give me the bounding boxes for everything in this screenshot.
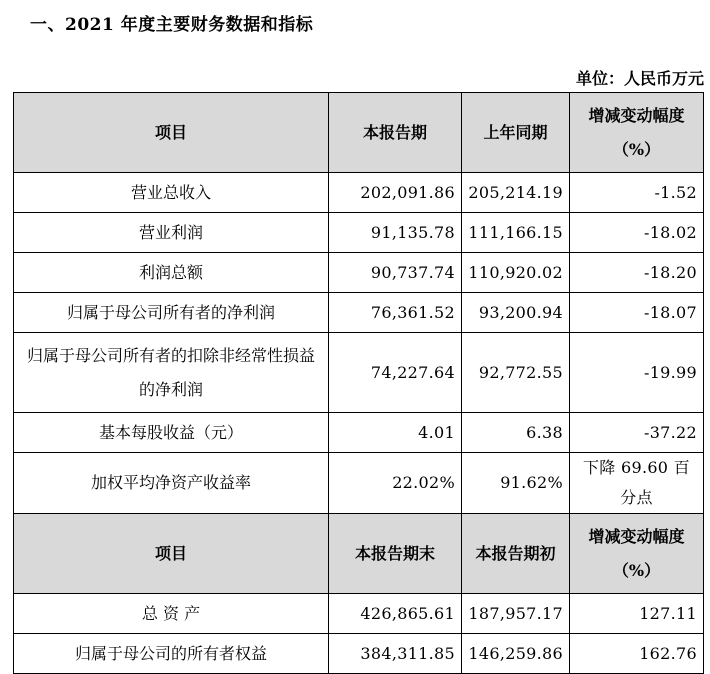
period-start-value: 146,259.86 xyxy=(462,634,570,674)
row-label: 营业总收入 xyxy=(14,173,329,213)
prior-value: 91.62% xyxy=(462,453,570,514)
header-item: 项目 xyxy=(14,514,329,594)
row-label: 归属于母公司所有者的扣除非经常性损益的净利润 xyxy=(14,333,329,413)
row-label: 总 资 产 xyxy=(14,594,329,634)
table-row xyxy=(14,634,704,674)
row-label: 归属于母公司的所有者权益 xyxy=(14,634,329,674)
header-period-start: 本报告期初 xyxy=(462,514,570,594)
current-value: 4.01 xyxy=(329,413,462,453)
header-current-period: 本报告期 xyxy=(329,93,462,173)
change-value: -18.02 xyxy=(570,213,704,253)
header-period-end: 本报告期末 xyxy=(329,514,462,594)
current-value: 76,361.52 xyxy=(329,293,462,333)
change-value: 127.11 xyxy=(570,594,704,634)
table-row xyxy=(14,333,704,413)
table-row xyxy=(14,594,704,634)
table1-header-row xyxy=(14,93,704,173)
change-value: -18.07 xyxy=(570,293,704,333)
prior-value: 92,772.55 xyxy=(462,333,570,413)
row-label: 利润总额 xyxy=(14,253,329,293)
row-label: 归属于母公司所有者的净利润 xyxy=(14,293,329,333)
current-value: 74,227.64 xyxy=(329,333,462,413)
section-title: 一、2021 年度主要财务数据和指标 xyxy=(30,15,314,35)
prior-value: 111,166.15 xyxy=(462,213,570,253)
row-label: 营业利润 xyxy=(14,213,329,253)
table-row xyxy=(14,413,704,453)
header-change-pct: 增减变动幅度（%） xyxy=(570,93,704,173)
period-end-value: 384,311.85 xyxy=(329,634,462,674)
financial-table xyxy=(13,92,704,674)
period-end-value: 426,865.61 xyxy=(329,594,462,634)
table-row xyxy=(14,293,704,333)
table-row xyxy=(14,253,704,293)
current-value: 202,091.86 xyxy=(329,173,462,213)
table2-header-row xyxy=(14,514,704,594)
table-row xyxy=(14,453,704,514)
prior-value: 6.38 xyxy=(462,413,570,453)
prior-value: 205,214.19 xyxy=(462,173,570,213)
current-value: 90,737.74 xyxy=(329,253,462,293)
prior-value: 110,920.02 xyxy=(462,253,570,293)
change-value: -1.52 xyxy=(570,173,704,213)
change-value: 下降 69.60 百分点 xyxy=(570,453,704,514)
change-value: -19.99 xyxy=(570,333,704,413)
change-value: -37.22 xyxy=(570,413,704,453)
current-value: 91,135.78 xyxy=(329,213,462,253)
table-row xyxy=(14,173,704,213)
header-change-pct: 增减变动幅度（%） xyxy=(570,514,704,594)
header-item: 项目 xyxy=(14,93,329,173)
row-label: 加权平均净资产收益率 xyxy=(14,453,329,514)
period-start-value: 187,957.17 xyxy=(462,594,570,634)
header-prior-period: 上年同期 xyxy=(462,93,570,173)
change-value: 162.76 xyxy=(570,634,704,674)
change-value: -18.20 xyxy=(570,253,704,293)
current-value: 22.02% xyxy=(329,453,462,514)
table-row xyxy=(14,213,704,253)
row-label: 基本每股收益（元） xyxy=(14,413,329,453)
unit-label: 单位：人民币万元 xyxy=(575,69,704,88)
prior-value: 93,200.94 xyxy=(462,293,570,333)
